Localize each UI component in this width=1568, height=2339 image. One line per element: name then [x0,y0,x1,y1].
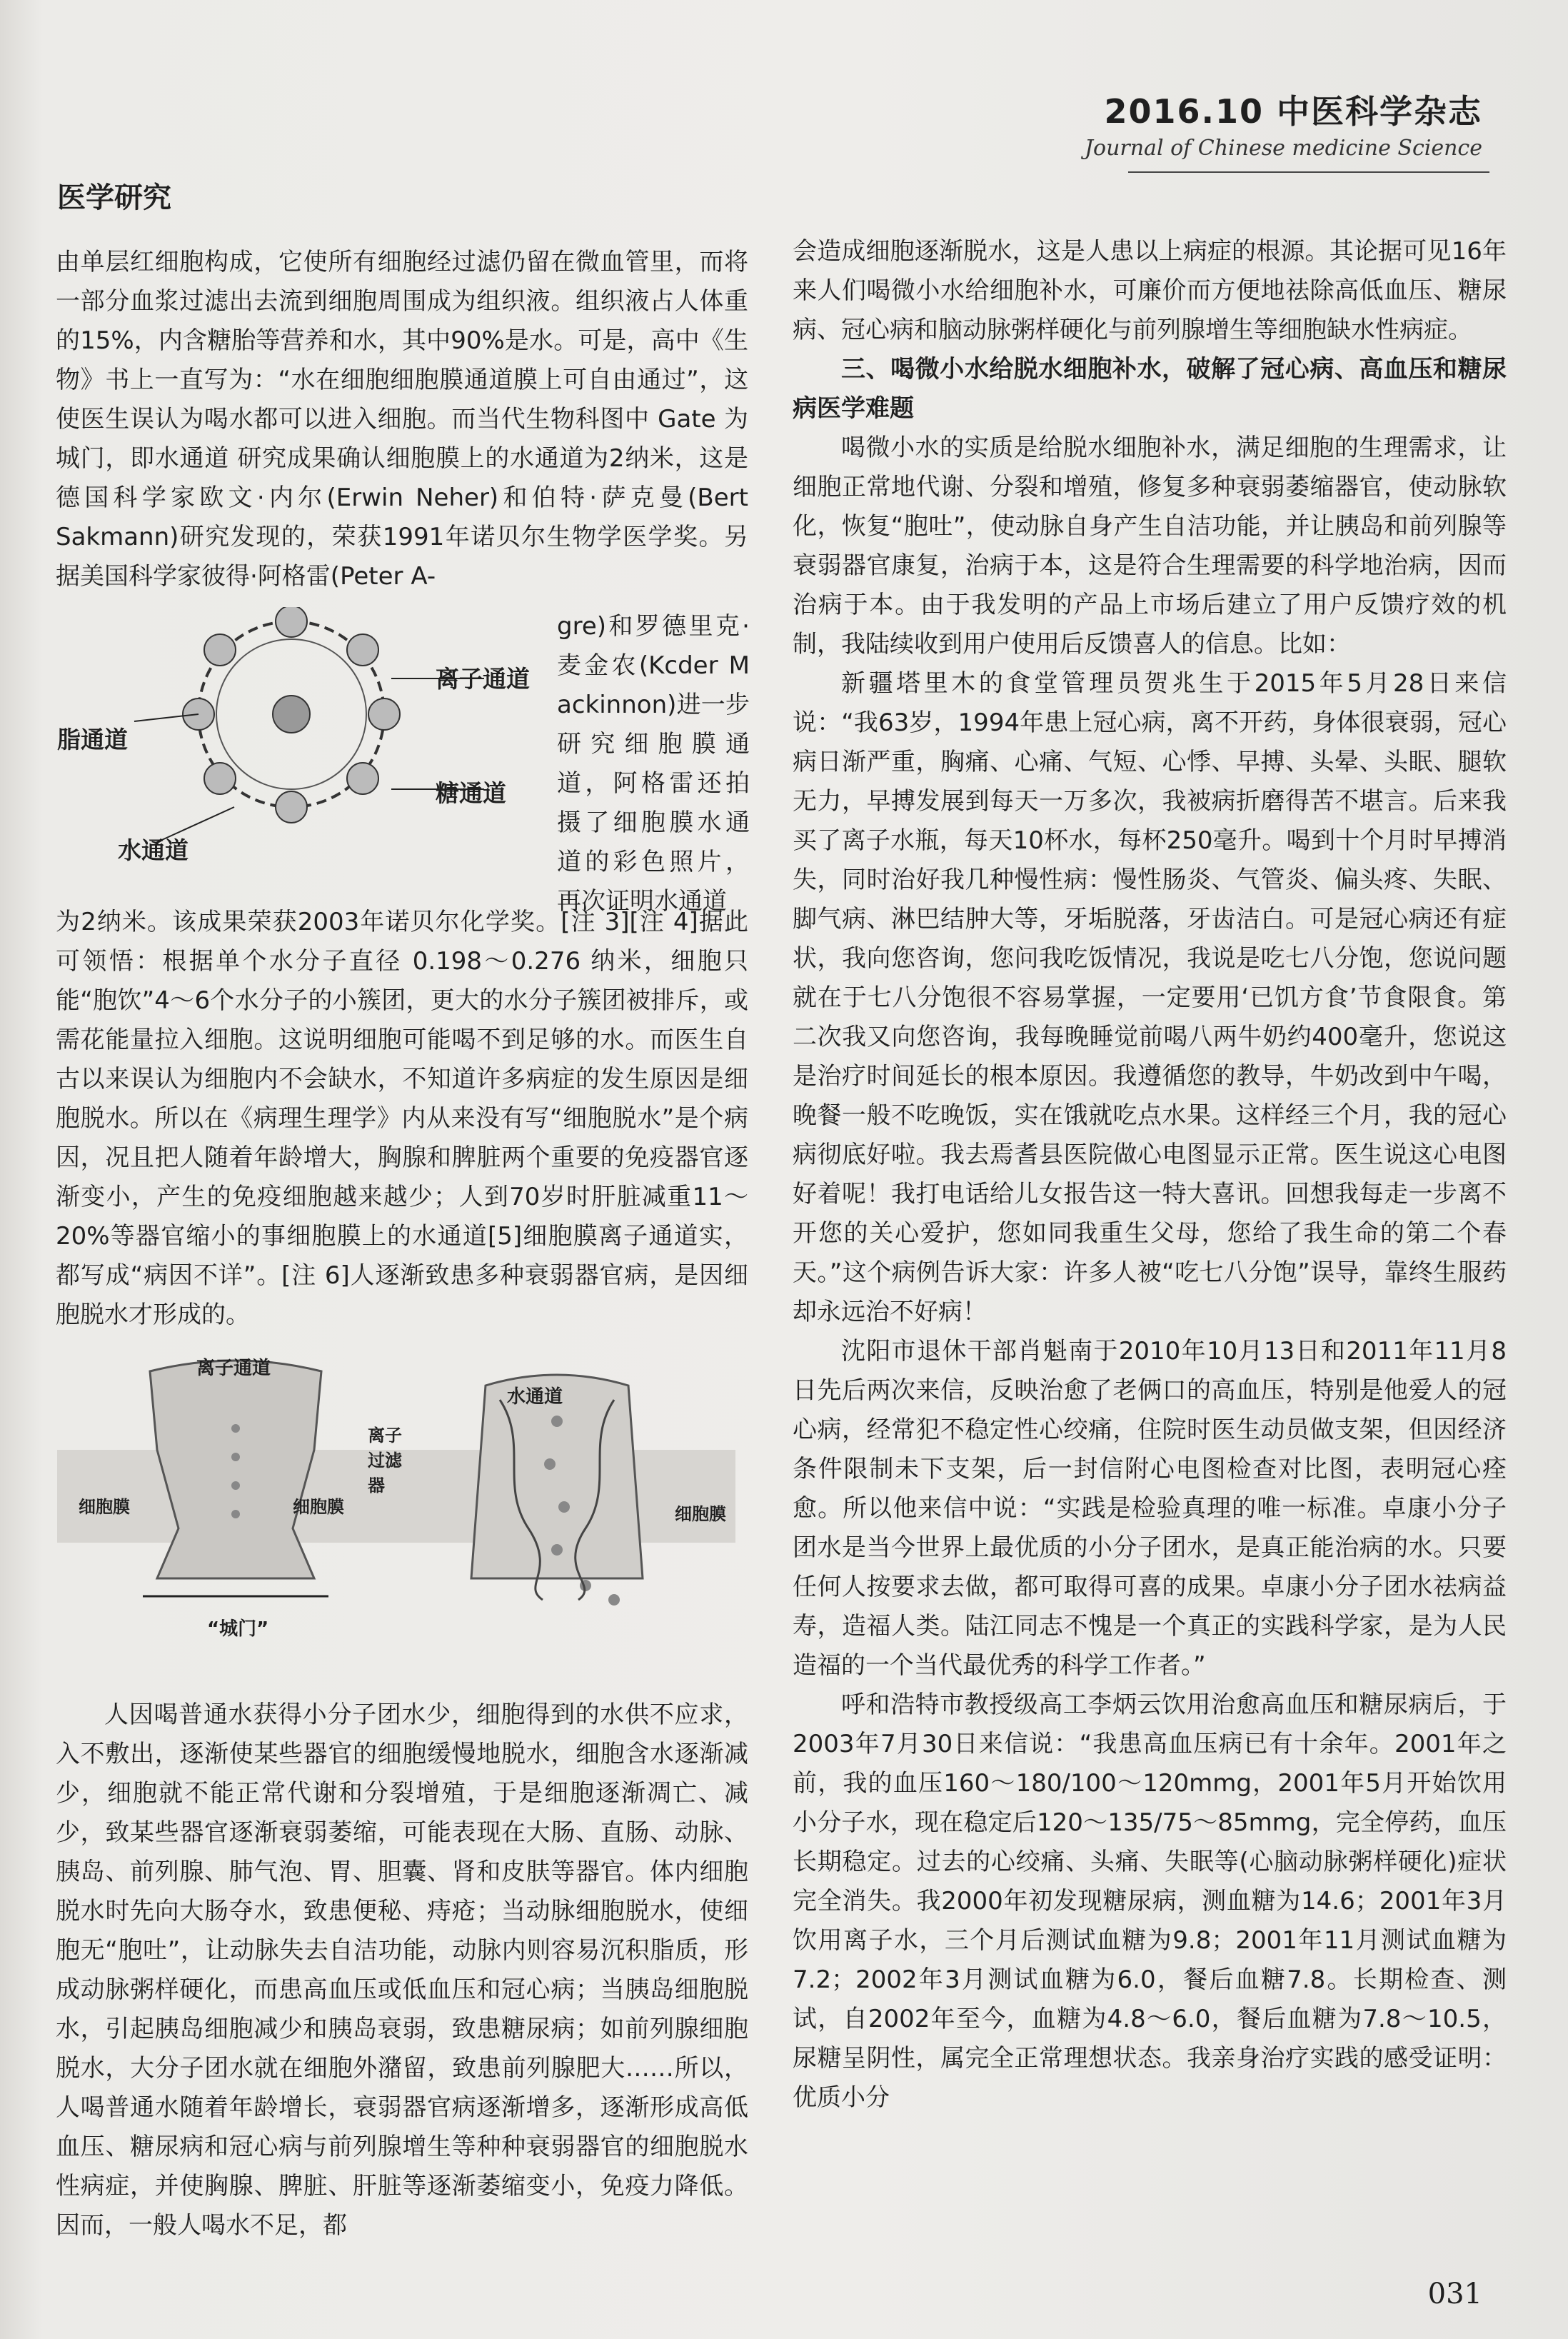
fig2-membrane-label-mid: 细胞膜 [293,1497,344,1517]
sugar-channel-label: 糖通道 [436,779,506,807]
section-heading: 三、喝微小水给脱水细胞补水，破解了冠心病、高血压和糖尿病医学难题 [793,355,1507,423]
journal-subtitle: Journal of Chinese medicine Science [1084,136,1482,161]
water-channel-label: 水通道 [118,836,189,864]
left-column [56,243,748,596]
ion-channel-label: 离子通道 [436,665,530,693]
paragraph: 新疆塔里木的食堂管理员贺兆生于2015年5月28日来信说：“我63岁，1994年患上冠心病，离不开药，身体很衰弱，冠心病日渐严重，胸痛、心痛、气短、心悸、早搏、头晕、头眠、腿软无力，早搏发展到每天一万多次，我被病折磨得苦不堪言。后来我买了离子水瓶，每天10杯水，每杯250毫升。喝到十个月时早搏消失，同时治好我几种慢性病：慢性肠炎、气管炎、偏头疼、失眠、脚气病、淋巴结肿大等，牙垢脱落，牙齿洁白。可是冠心病还有症状，我向您咨询，您问我吃饭情况，我说是吃七八分饱，您说问题就在于七八分饱很不容易掌握，一定要用‘已饥方食’节食限食。第二次我又向您咨询，我每晚睡觉前喝八两牛奶约400毫升，您说这是治疗时间延长的根本原因。我遵循您的教导，牛奶改到中午喝，晚餐一般不吃晚饭，实在饿就吃点水果。这样经三个月，我的冠心病彻底好啦。我去焉耆县医院做心电图显示正常。医生说这心电图好着呢！我打电话给儿女报告这一特大喜讯。回想我每走一步离不开您的关心爱护，您如同我重生父母，您给了我生命的第二个春天。”这个病例告诉大家：许多人被“吃七八分饱”误导，靠终生服药却永远治不好病！ [793,669,1507,1326]
wrapped-text: gre)和罗德里克·麦金农(Kcder M ackinnon)进一步研究细胞膜通道，阿格雷还拍摄了细胞膜水通道的彩色照片，再次证明水通道 [557,612,750,916]
left-lower [56,1671,748,2270]
fig2-membrane-label-right: 细胞膜 [675,1504,726,1524]
paragraph: 会造成细胞逐渐脱水，这是人患以上病症的根源。其论据可见16年来人们喝微小水给细胞补水，可廉价而方便地祛除高低血压、糖尿病、冠心病和脑动脉粥样硬化与前列腺增生等细胞缺水性病症。 [793,237,1507,344]
fig2-gate-label: “城门” [207,1618,269,1640]
page-number: 031 [1427,2278,1482,2310]
lipid-channel-label: 脂通道 [57,726,128,753]
right-column [793,232,1507,2118]
paragraph: 呼和浩特市教授级高工李炳云饮用治愈高血压和糖尿病后，于2003年7月30日来信说：“我患高血压病已有十余年。2001年之前，我的血压160～180/100～120mmg，2001年5月开始饮用小分子水，现在稳定后120～135/75～85mmg，完全停药，血压长期稳定。过去的心绞痛、头痛、失眠等(心脑动脉粥样硬化)症状完全消失。我2000年初发现糖尿病，测血糖为14.6；2001年3月饮用离子水，三个月后测试血糖为9.8；2001年11月测试血糖为7.2；2002年3月测试血糖为6.0，餐后血糖7.8。长期检查、测试，自2002年至今，血糖为4.8～6.0，餐后血糖为7.8～10.5，尿糖呈阴性，属完全正常理想状态。我亲身治疗实践的感受证明：优质小分 [793,1691,1507,2112]
paragraph: 由单层红细胞构成，它使所有细胞经过滤仍留在微血管里，而将一部分血浆过滤出去流到细胞周围成为组织液。组织液占人体重的15%，内含糖胎等营养和水，其中90%是水。可是，高中《生物》书上一直写为：“水在细胞细胞膜通道膜上可自由通过”，这使医生误认为喝水都可以进入细胞。而当代生物科图中 Gate 为城门，即水通道 研究成果确认细胞膜上的水通道为2纳米，这是德国科学家欧文·内尔(Erwin Neher)和伯特·萨克曼(Bert Sakmann)研究发现的，荣获1991年诺贝尔生物学医学奖。另据美国科学家彼得·阿格雷(Peter A- [56,248,748,591]
paragraph: 喝微小水的实质是给脱水细胞补水，满足细胞的生理需求，让细胞正常地代谢、分裂和增殖，修复多种衰弱萎缩器官，使动脉软化，恢复“胞吐”，使动脉自身产生自洁功能，并让胰岛和前列腺等衰弱器官康复，治病于本，这是符合生理需要的科学地治病，因而治病于本。由于我发明的产品上市场后建立了用户反馈疗效的机制，我陆续收到用户使用后反馈喜人的信息。比如： [793,434,1507,658]
fig2-ion-label: 离子通道 [196,1358,271,1379]
fig2-filter-label: 离子过滤器 [368,1426,402,1496]
section-tag: 医学研究 [57,181,171,214]
paragraph: 人因喝普通水获得小分子团水少，细胞得到的水供不应求，入不敷出，逐渐使某些器官的细胞缓慢地脱水，细胞含水逐渐减少，细胞就不能正常代谢和分裂增殖，于是细胞逐渐凋亡、减少，致某些器官逐渐衰弱萎缩，可能表现在大肠、直肠、动脉、胰岛、前列腺、肺气泡、胃、胆囊、肾和皮肤等器官。体内细胞脱水时先向大肠夺水，致患便秘、痔疮；当动脉细胞脱水，使细胞无“胞吐”，让动脉失去自洁功能，动脉内则容易沉积脂质，形成动脉粥样硬化，而患高血压或低血压和冠心病；当胰岛细胞脱水，引起胰岛细胞减少和胰岛衰弱，致患糖尿病；如前列腺细胞脱水，大分子团水就在细胞外潴留，致患前列腺肥大……所以，人喝普通水随着年龄增长，衰弱器官病逐渐增多，逐渐形成高低血压、糖尿病和冠心病与前列腺增生等种种衰弱器官的细胞脱水性病症，并使胸腺、脾脏、肝脏等逐渐萎缩变小，免疫力降低。因而，一般人喝水不足，都 [56,1701,748,2240]
channel-figure [56,607,548,864]
header-rule [1128,171,1489,173]
journal-title: 2016.10 中医科学杂志 [1104,92,1482,131]
fig2-membrane-label-left: 细胞膜 [79,1497,130,1517]
left-continued [56,878,748,1359]
paragraph: 沈阳市退休干部肖魁南于2010年10月13日和2011年11月8日先后两次来信，反映治愈了老俩口的高血压，特别是他爱人的冠心病，经常犯不稳定性心绞痛，住院时医生动员做支架，但因经济条件限制未下支架，后一封信附心电图检查对比图，表明冠心痊愈。所以他来信中说：“实践是检验真理的唯一标准。卓康小分子团水是当今世界上最优质的小分子团水，是真正能治病的水。只要任何人按要求去做，都可取得可喜的成果。卓康小分子团水祛病益寿，造福人类。陆江同志不愧是一个真正的实践科学家，是为人民造福的一个当代最优秀的科学工作者。” [793,1337,1507,1680]
fig2-water-label: 水通道 [507,1386,563,1408]
paragraph: 为2纳米。该成果荣获2003年诺贝尔化学奖。[注 3][注 4]据此可领悟：根据单个水分子直径 0.198～0.276 纳米，细胞只能“胞饮”4～6个水分子的小簇团，更大的水分子簇团被排斥，或需花能量拉入细胞。这说明细胞可能喝不到足够的水。而医生自古以来误认为细胞内不会缺水，不知道许多病症的发生原因是细胞脱水。所以在《病理生理学》内从来没有写“细胞脱水”是个病因，况且把人随着年龄增大，胸腺和脾脏两个重要的免疫器官逐渐变小，产生的免疫细胞越来越少；人到70岁时肝脏减重11～20%等器官缩小的事细胞膜上的水通道[5]细胞膜离子通道实，都写成“病因不详”。[注 6]人逐渐致患多种衰弱器官病，是因细胞脱水才形成的。 [56,908,748,1329]
